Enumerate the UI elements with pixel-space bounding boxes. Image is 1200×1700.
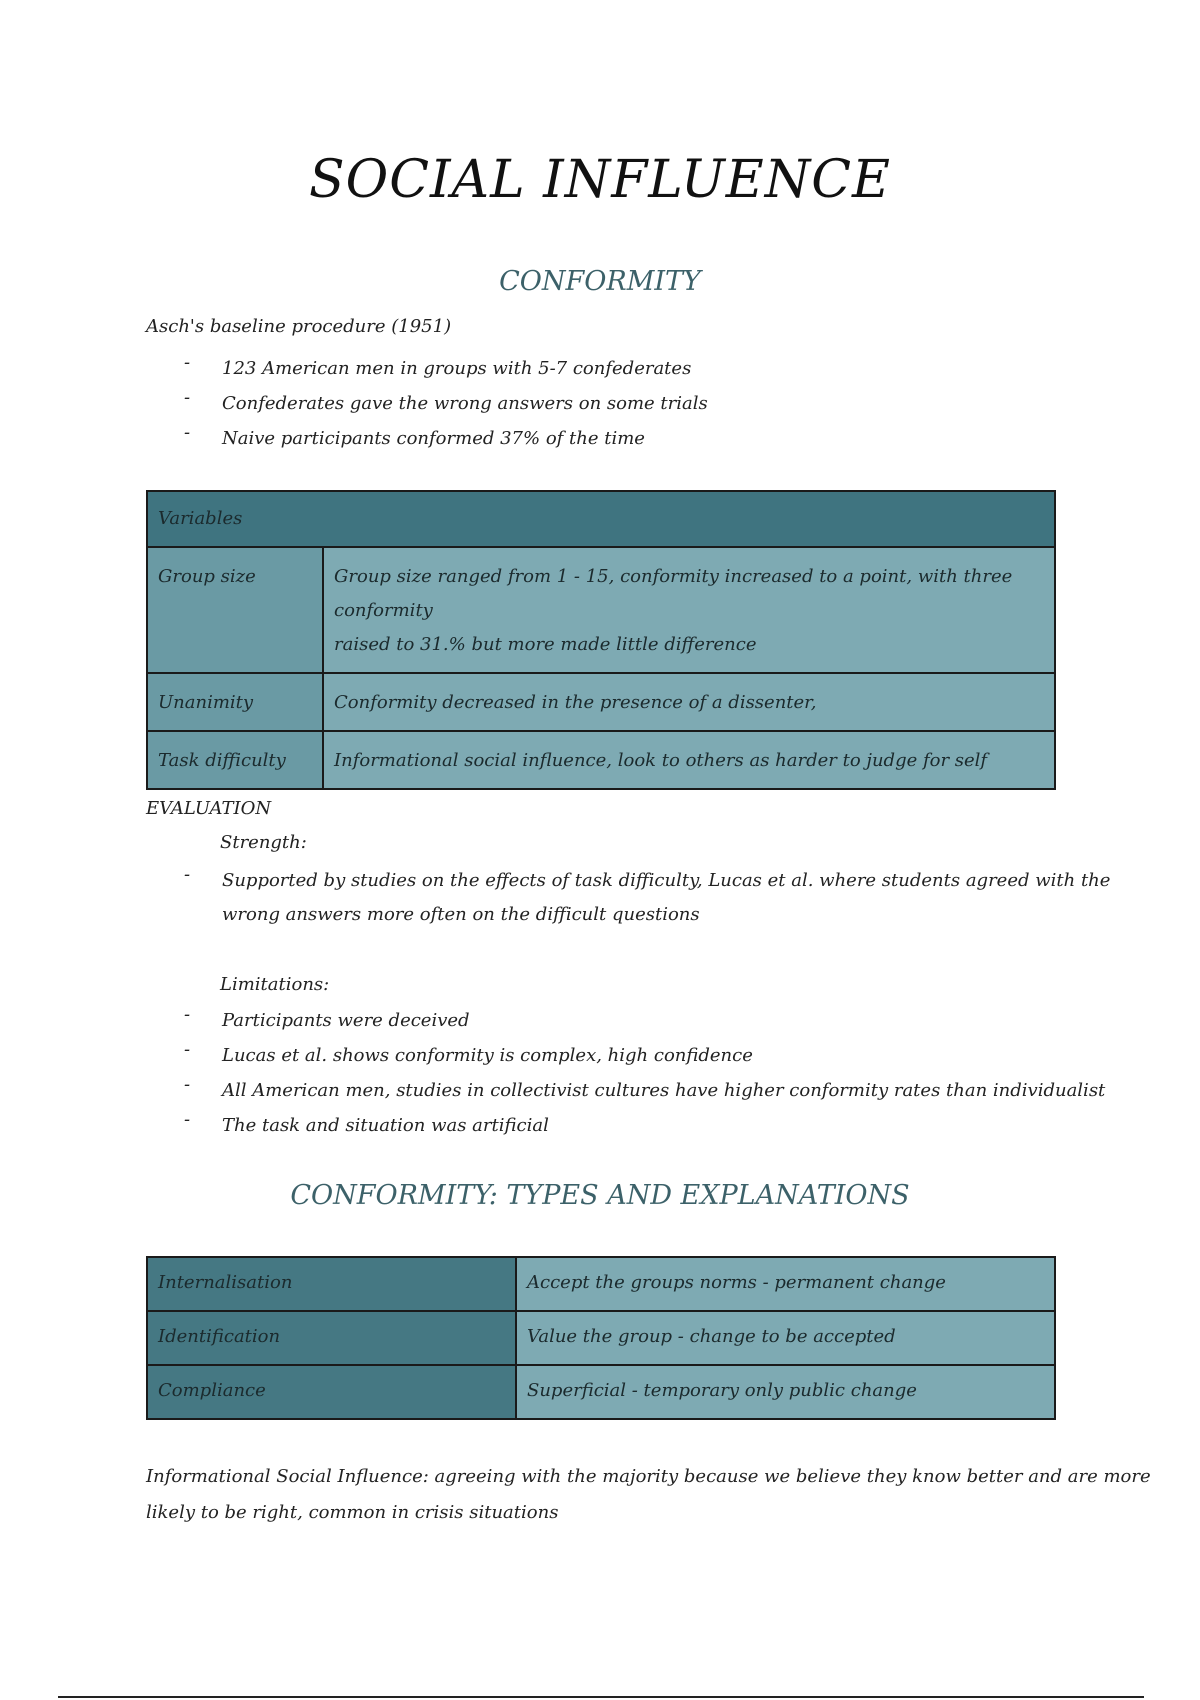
asch-intro: Asch's baseline procedure (1951) xyxy=(146,316,452,337)
type-explanation: Superficial - temporary only public change xyxy=(516,1365,1055,1419)
bullet-text: Supported by studies on the effects of task difficulty, Lucas et al. where students agreed with the xyxy=(222,870,1111,891)
conformity-heading: CONFORMITY xyxy=(499,266,701,297)
table-row xyxy=(147,673,1055,731)
evaluation-heading: EVALUATION xyxy=(146,798,272,819)
variables-header: Variables xyxy=(147,491,1055,547)
conformity-type: Compliance xyxy=(147,1365,516,1419)
isi-definition-line: Informational Social Influence: agreeing with the majority because we believe they know better and are more xyxy=(146,1466,1151,1487)
page-title: SOCIAL INFLUENCE xyxy=(308,150,892,210)
bullet-text: Lucas et al. shows conformity is complex, high confidence xyxy=(222,1045,753,1066)
variable-value: Informational social influence, look to others as harder to judge for self xyxy=(323,731,1055,789)
bullet-text: All American men, studies in collectivist cultures have higher conformity rates than individualist xyxy=(222,1080,1106,1101)
type-explanation: Value the group - change to be accepted xyxy=(516,1311,1055,1365)
bullet-text: The task and situation was artificial xyxy=(222,1115,549,1136)
types-heading: CONFORMITY: TYPES AND EXPLANATIONS xyxy=(290,1180,910,1211)
value-line: raised to 31.% but more made little difference xyxy=(334,634,757,655)
bullet-dash: - xyxy=(184,1109,191,1130)
variable-value: Conformity decreased in the presence of a dissenter, xyxy=(323,673,1055,731)
bullet-text: 123 American men in groups with 5-7 confederates xyxy=(222,358,692,379)
value-line: Group size ranged from 1 - 15, conformity increased to a point, with three conformity xyxy=(334,566,1013,621)
bullet-dash: - xyxy=(184,422,191,443)
bullet-dash: - xyxy=(184,1004,191,1025)
type-explanation: Accept the groups norms - permanent change xyxy=(516,1257,1055,1311)
bullet-dash: - xyxy=(184,864,191,885)
bullet-dash: - xyxy=(184,352,191,373)
variables-table xyxy=(146,490,1056,790)
strength-label: Strength: xyxy=(220,832,307,853)
variable-label: Task difficulty xyxy=(147,731,323,789)
variable-value xyxy=(323,547,1055,673)
conformity-type: Internalisation xyxy=(147,1257,516,1311)
bullet-text: Confederates gave the wrong answers on some trials xyxy=(222,393,708,414)
bullet-dash: - xyxy=(184,1074,191,1095)
bullet-text: Naive participants conformed 37% of the time xyxy=(222,428,645,449)
table-row xyxy=(147,1365,1055,1419)
table-row xyxy=(147,547,1055,673)
bullet-dash: - xyxy=(184,1039,191,1060)
isi-definition-line: likely to be right, common in crisis situations xyxy=(146,1502,559,1523)
bullet-dash: - xyxy=(184,387,191,408)
limitations-label: Limitations: xyxy=(220,974,330,995)
table-row xyxy=(147,1257,1055,1311)
variable-label: Group size xyxy=(147,547,323,673)
table-header-row xyxy=(147,491,1055,547)
types-table xyxy=(146,1256,1056,1420)
table-row xyxy=(147,1311,1055,1365)
bullet-text: wrong answers more often on the difficult questions xyxy=(222,904,700,925)
conformity-type: Identification xyxy=(147,1311,516,1365)
page-bottom-rule xyxy=(58,1696,1144,1698)
table-row xyxy=(147,731,1055,789)
bullet-text: Participants were deceived xyxy=(222,1010,470,1031)
variable-label: Unanimity xyxy=(147,673,323,731)
